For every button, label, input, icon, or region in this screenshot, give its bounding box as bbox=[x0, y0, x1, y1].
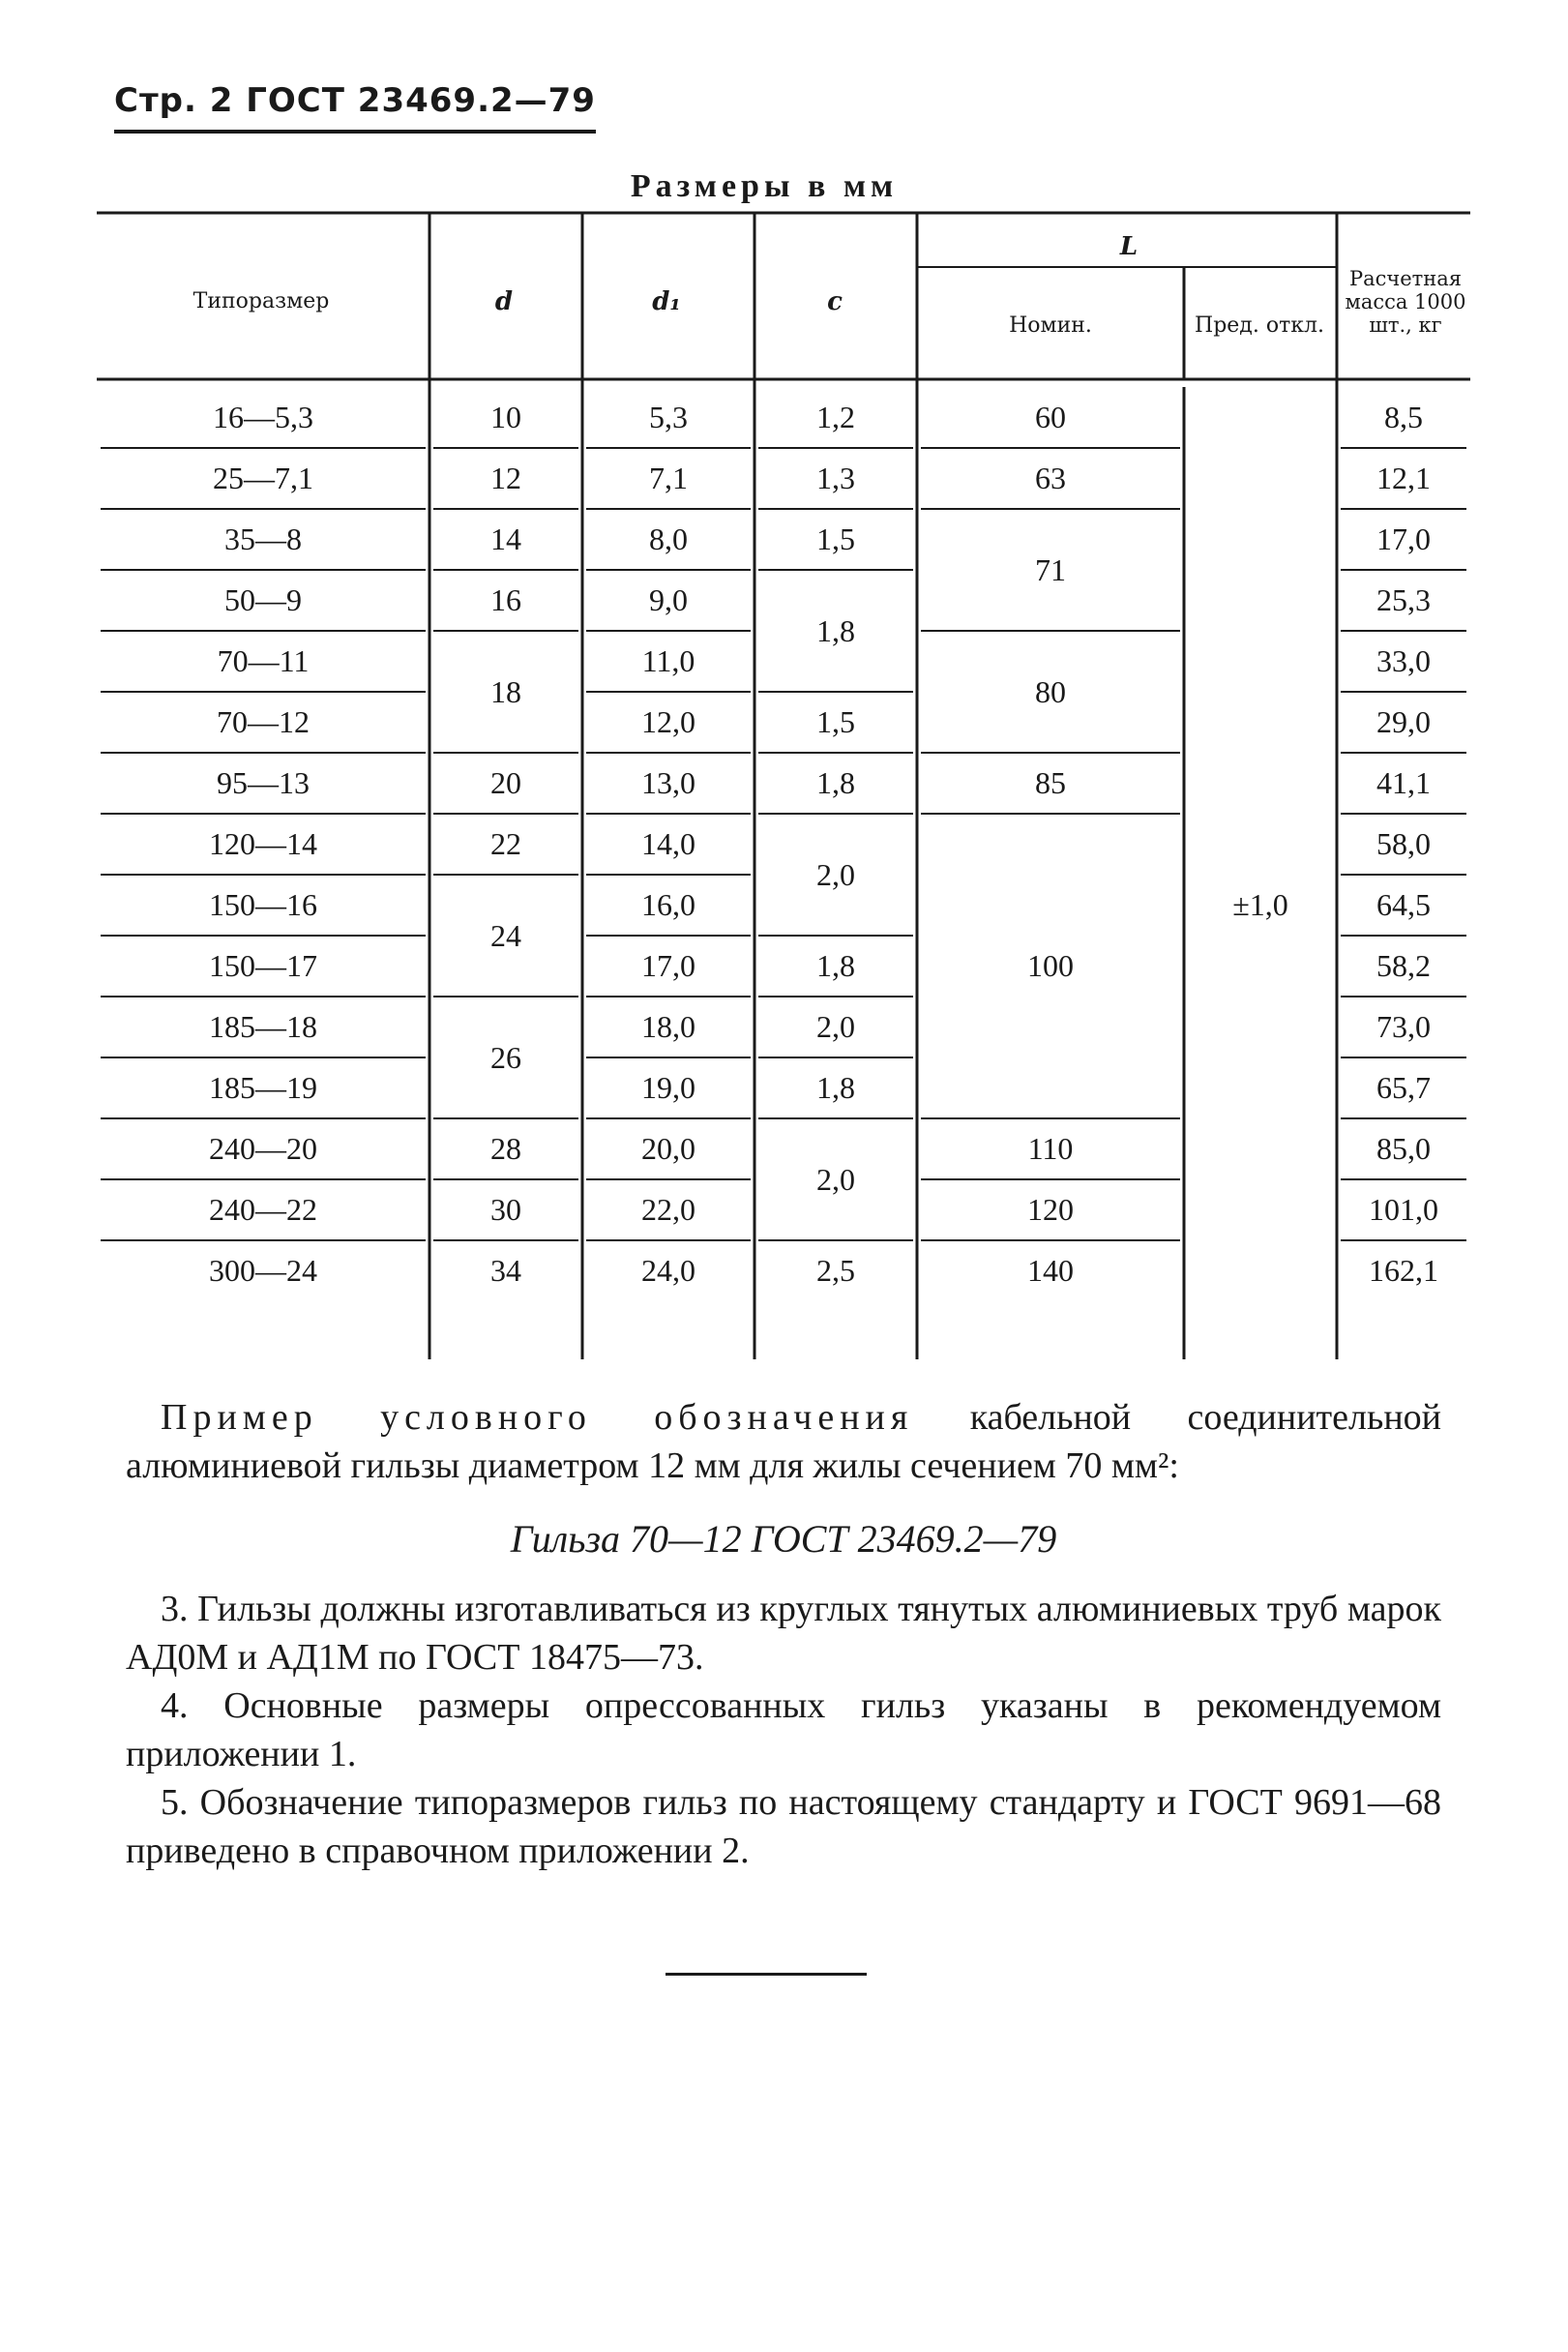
cell-c: 1,8 bbox=[816, 948, 855, 983]
cell-mass: 8,5 bbox=[1384, 400, 1423, 434]
dimensions-table bbox=[97, 213, 1470, 1374]
cell-c: 2,0 bbox=[816, 856, 855, 892]
cell-typesize: 120—14 bbox=[209, 826, 317, 861]
example-designation: Гильза 70—12 ГОСТ 23469.2—79 bbox=[510, 1517, 1057, 1561]
cell-d: 16 bbox=[490, 582, 521, 617]
cell-typesize: 70—12 bbox=[217, 704, 310, 739]
cell-d: 30 bbox=[490, 1192, 521, 1227]
example-rest-text: кабельной соединительной алюминиевой гильзы диаметром 12 мм для жилы сечением 70 мм²: bbox=[126, 1397, 1441, 1486]
cell-d: 14 bbox=[490, 521, 521, 556]
cell-mass: 12,1 bbox=[1376, 461, 1431, 495]
header-L-nominal: Номин. bbox=[1009, 313, 1092, 338]
cell-typesize: 185—19 bbox=[209, 1070, 317, 1105]
cell-mass: 101,0 bbox=[1369, 1192, 1438, 1227]
cell-c: 2,5 bbox=[816, 1253, 855, 1288]
cell-mass: 58,0 bbox=[1376, 826, 1431, 861]
header-L-tolerance: Пред. откл. bbox=[1195, 313, 1324, 338]
cell-typesize: 240—20 bbox=[209, 1131, 317, 1166]
header-c: c bbox=[827, 287, 843, 316]
cell-mass: 17,0 bbox=[1376, 521, 1431, 556]
cell-L: 60 bbox=[1035, 400, 1066, 434]
cell-mass: 73,0 bbox=[1376, 1009, 1431, 1044]
cell-d1: 14,0 bbox=[641, 826, 695, 861]
cell-d: 24 bbox=[490, 917, 521, 953]
cell-d: 22 bbox=[490, 826, 521, 861]
cell-mass: 25,3 bbox=[1376, 582, 1431, 617]
cell-typesize: 25—7,1 bbox=[213, 461, 313, 495]
cell-L: 63 bbox=[1035, 461, 1066, 495]
cell-d: 18 bbox=[490, 673, 521, 709]
item-4: 4. Основные размеры опрессованных гильз указаны в рекомендуемом приложении 1. bbox=[126, 1685, 1441, 1774]
header-L: L bbox=[1119, 232, 1139, 261]
cell-L: 140 bbox=[1027, 1253, 1074, 1288]
cell-typesize: 16—5,3 bbox=[213, 400, 313, 434]
cell-d1: 19,0 bbox=[641, 1070, 695, 1105]
header-d: d bbox=[494, 287, 514, 316]
text-block bbox=[126, 1393, 1441, 1875]
cell-mass: 29,0 bbox=[1376, 704, 1431, 739]
cell-d1: 17,0 bbox=[641, 948, 695, 983]
cell-d1: 24,0 bbox=[641, 1253, 695, 1288]
cell-typesize: 185—18 bbox=[209, 1009, 317, 1044]
cell-d1: 16,0 bbox=[641, 887, 695, 922]
example-paragraph bbox=[126, 1393, 1441, 1490]
cell-d: 28 bbox=[490, 1131, 521, 1166]
cell-mass: 64,5 bbox=[1376, 887, 1431, 922]
cell-d1: 12,0 bbox=[641, 704, 695, 739]
cell-typesize: 50—9 bbox=[224, 582, 302, 617]
cell-typesize: 150—16 bbox=[209, 887, 317, 922]
cell-d1: 7,1 bbox=[649, 461, 688, 495]
cell-typesize: 240—22 bbox=[209, 1192, 317, 1227]
header-typesize: Типоразмер bbox=[192, 289, 330, 313]
cell-mass: 41,1 bbox=[1376, 765, 1431, 800]
cell-typesize: 70—11 bbox=[217, 643, 310, 678]
cell-mass: 85,0 bbox=[1376, 1131, 1431, 1166]
cell-L: 71 bbox=[1035, 551, 1066, 587]
cell-L-tolerance: ±1,0 bbox=[1232, 887, 1288, 922]
cell-d1: 20,0 bbox=[641, 1131, 695, 1166]
cell-d: 20 bbox=[490, 765, 521, 800]
example-spaced-text: Пример условного обозначения bbox=[161, 1397, 914, 1438]
cell-d1: 5,3 bbox=[649, 400, 688, 434]
cell-typesize: 150—17 bbox=[209, 948, 317, 983]
item-5: 5. Обозначение типоразмеров гильз по настоящему стандарту и ГОСТ 9691—68 приведено в справочном приложении 2. bbox=[126, 1782, 1441, 1871]
closing-rule bbox=[666, 1973, 867, 1976]
cell-d1: 9,0 bbox=[649, 582, 688, 617]
cell-L: 120 bbox=[1027, 1192, 1074, 1227]
cell-L: 100 bbox=[1027, 948, 1074, 983]
cell-d: 26 bbox=[490, 1039, 521, 1075]
cell-typesize: 95—13 bbox=[217, 765, 310, 800]
cell-c: 1,8 bbox=[816, 1070, 855, 1105]
table-caption: Размеры в мм bbox=[630, 168, 899, 204]
header-d1: d₁ bbox=[652, 287, 681, 316]
cell-mass: 33,0 bbox=[1376, 643, 1431, 678]
cell-d1: 13,0 bbox=[641, 765, 695, 800]
cell-d1: 18,0 bbox=[641, 1009, 695, 1044]
cell-c: 2,0 bbox=[816, 1161, 855, 1197]
cell-typesize: 300—24 bbox=[209, 1253, 317, 1288]
cell-d1: 22,0 bbox=[641, 1192, 695, 1227]
cell-d1: 11,0 bbox=[641, 643, 695, 678]
cell-typesize: 35—8 bbox=[224, 521, 302, 556]
page-header: Стр. 2 ГОСТ 23469.2—79 bbox=[114, 81, 596, 134]
cell-c: 1,5 bbox=[816, 521, 855, 556]
cell-c: 1,8 bbox=[816, 765, 855, 800]
cell-c: 1,8 bbox=[816, 612, 855, 648]
cell-mass: 162,1 bbox=[1369, 1253, 1438, 1288]
header-mass: Расчетная масса 1000 шт., кг bbox=[1345, 267, 1466, 337]
cell-c: 1,5 bbox=[816, 704, 855, 739]
cell-mass: 65,7 bbox=[1376, 1070, 1431, 1105]
item-3: 3. Гильзы должны изготавливаться из круглых тянутых алюминиевых труб марок АД0М и АД1М по ГОСТ 18475—73. bbox=[126, 1589, 1441, 1678]
cell-mass: 58,2 bbox=[1376, 948, 1431, 983]
cell-d1: 8,0 bbox=[649, 521, 688, 556]
cell-d: 34 bbox=[490, 1253, 521, 1288]
cell-c: 1,2 bbox=[816, 400, 855, 434]
cell-c: 1,3 bbox=[816, 461, 855, 495]
cell-c: 2,0 bbox=[816, 1009, 855, 1044]
cell-L: 110 bbox=[1027, 1131, 1074, 1166]
cell-d: 10 bbox=[490, 400, 521, 434]
cell-d: 12 bbox=[490, 461, 521, 495]
cell-L: 80 bbox=[1035, 673, 1066, 709]
cell-L: 85 bbox=[1035, 765, 1066, 800]
